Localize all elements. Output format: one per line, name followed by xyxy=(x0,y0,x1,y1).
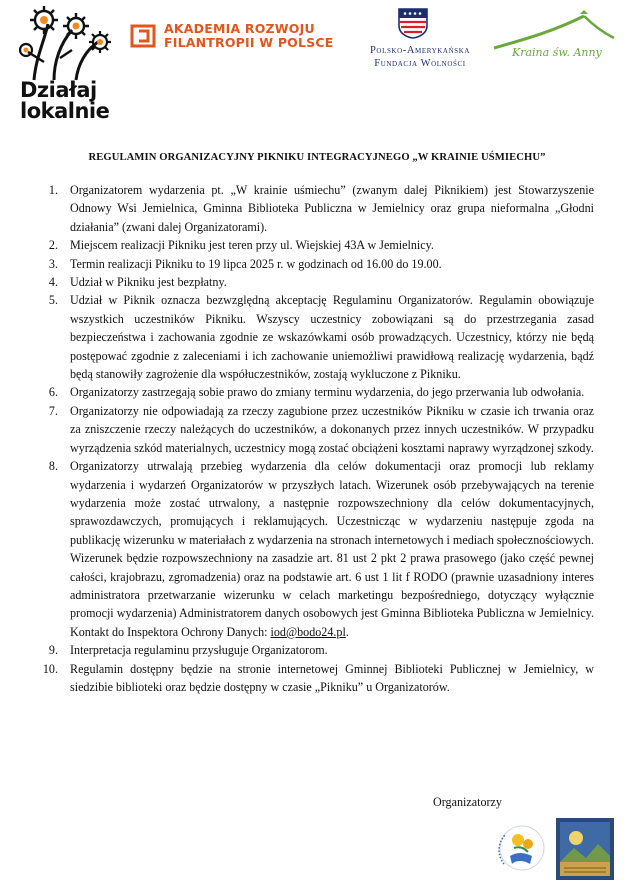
dzialaj-line2: lokalnie xyxy=(20,99,110,123)
rule-item xyxy=(20,660,594,697)
dzialaj-lokalnie-wordmark xyxy=(20,80,116,122)
dzialaj-lokalnie-logo xyxy=(14,2,114,130)
email-link[interactable]: iod@bodo24.pl xyxy=(270,624,346,639)
rule-number: 10. xyxy=(42,661,58,676)
pafw-wordmark xyxy=(356,44,484,70)
library-logo xyxy=(494,820,550,882)
rule-text: Interpretacja regulaminu przysługuje Organizatorom. xyxy=(70,643,328,658)
logo-bar xyxy=(0,0,634,140)
rule-text: Organizatorem wydarzenia pt. „W krainie uśmiechu” (zwanym dalej Piknikiem) jest Stowarzyszenie Odnowy Wsi Jemielnica, Gminna Biblioteka Publiczna w Jemielnicy oraz grupa nieformalna „Głodni działania” (zwani dalej Organizatorami). xyxy=(70,183,594,234)
rule-text-end: . xyxy=(345,624,349,639)
rule-text: Organizatorzy nie odpowiadają za rzeczy zagubione przez uczestników Pikniku w czasie ich trwania oraz za zniszczenie rzeczy należących do uczestników, a dokonanych przez innych uczestników. W przypadku wyrządzenia szkód materialnych, uczestnicy mogą zostać obciążeni kosztami naprawy wyrządzonej szkody. xyxy=(70,403,594,455)
rule-item xyxy=(20,291,594,383)
jemielnica-logo xyxy=(556,818,614,880)
rule-item xyxy=(20,273,594,291)
rule-number: 9. xyxy=(48,643,58,658)
rule-text: Termin realizacji Pikniku to 19 lipca 2025 r. w godzinach od 16.00 do 19.00. xyxy=(70,256,442,271)
pafw-line1: Polsko-Amerykańska xyxy=(369,45,471,56)
flag-emblem-icon xyxy=(396,6,430,40)
akademia-mark-icon xyxy=(130,24,156,48)
kraina-sw-anny-logo xyxy=(492,10,616,72)
akademia-wordmark xyxy=(164,22,344,50)
rule-item xyxy=(20,383,594,401)
akademia-line1: AKADEMIA ROZWOJU xyxy=(164,21,315,36)
rule-number: 7. xyxy=(48,403,58,418)
rule-text: Udział w Pikniku jest bezpłatny. xyxy=(70,275,227,290)
rule-item xyxy=(20,255,594,273)
akademia-logo xyxy=(130,21,334,52)
kraina-wordmark: Kraina św. Anny xyxy=(512,46,602,59)
rules-list xyxy=(20,181,594,696)
document-title: REGULAMIN ORGANIZACYJNY PIKNIKU INTEGRACYJNEGO „W KRAINIE UŚMIECHU” xyxy=(88,152,546,163)
rule-text: Organizatorzy utrwalają przebieg wydarzenia dla celów dokumentacji oraz promocji lub reklamy wydarzenia i wydarzeń Organizatorów w przyszłych latach. Wizerunek osób przebywających na terenie wydarzenia może zostać utrwalony, a następnie rozpowszechniony dla celów dokumentacyjnych, sprawozdawczych, promujących i reklamujących. Uczestnicząc w wydarzeniu następuje zgoda na publikację wizerunku w materiałach z wydarzenia na stronach internetowych i mediach społecznościowych. Wizerunek będzie rozpowszechniony na zasadzie art. 81 ust 2 pkt 2 prawa prasowego (jako część pewnej całości, krajobrazu, zgromadzenia) oraz na podstawie art. 6 ust 1 lit f RODO (prawnie uzasadniony interes administratora przetwarzanie wizerunku w celach marketingu bezpośredniego, dotyczący wyłącznie promocji wydarzenia) Administratorem danych osobowych jest Gminna Biblioteka Publiczna w Jemielnicy. Kontakt do Inspektora Ochrony Danych: xyxy=(70,459,594,639)
pafw-line2: Fundacja Wolności xyxy=(374,58,466,69)
rule-text: Miejscem realizacji Pikniku jest teren przy ul. Wiejskiej 43A w Jemielnicy. xyxy=(70,238,434,253)
rule-number: 8. xyxy=(48,459,58,474)
flowers-icon xyxy=(14,2,114,82)
jemielnica-emblem-icon xyxy=(556,818,614,880)
rule-number: 4. xyxy=(48,275,58,290)
rule-item xyxy=(20,402,594,457)
rule-number: 3. xyxy=(48,256,58,271)
rule-item xyxy=(20,457,594,641)
rule-number: 2. xyxy=(48,238,58,253)
pafw-logo xyxy=(356,6,484,76)
library-emblem-icon xyxy=(494,820,550,882)
rule-item xyxy=(20,641,594,659)
rule-number: 1. xyxy=(48,183,58,197)
rule-number: 5. xyxy=(48,293,58,308)
rule-text: Udział w Piknik oznacza bezwzględną akceptację Regulaminu Organizatorów. Regulamin obowiązuje wszystkich uczestników Pikniku. Wszyscy uczestnicy zobowiązani są do przestrzegania zasad bezpieczeństwa i zachowania zgodnie ze wskazówkami osób prowadzących. Uczestnicy, którzy nie będą postępować zgodnie z zaleceniami i ich zachowanie uniemożliwi prawidłową realizację wydarzenia, bądź będą stanowiły zagrożenie dla współuczestników, zostają wykluczone z Pikniku. xyxy=(70,293,594,382)
hill-swoosh-icon xyxy=(492,10,616,50)
signature: Organizatorzy xyxy=(433,795,502,809)
rule-item xyxy=(20,181,594,236)
akademia-line2: FILANTROPII W POLSCE xyxy=(164,35,334,50)
dzialaj-line1: Działaj xyxy=(20,78,97,102)
rule-number: 6. xyxy=(48,385,58,400)
rule-text: Regulamin dostępny będzie na stronie internetowej Gminnej Biblioteki Publicznej w Jemielnicy, w siedzibie biblioteki oraz będzie dostępny w czasie „Pikniku” u Organizatorów. xyxy=(70,661,594,694)
rule-text: Organizatorzy zastrzegają sobie prawo do zmiany terminu wydarzenia, do jego przerwania lub odwołania. xyxy=(70,385,585,400)
rule-item xyxy=(20,236,594,254)
